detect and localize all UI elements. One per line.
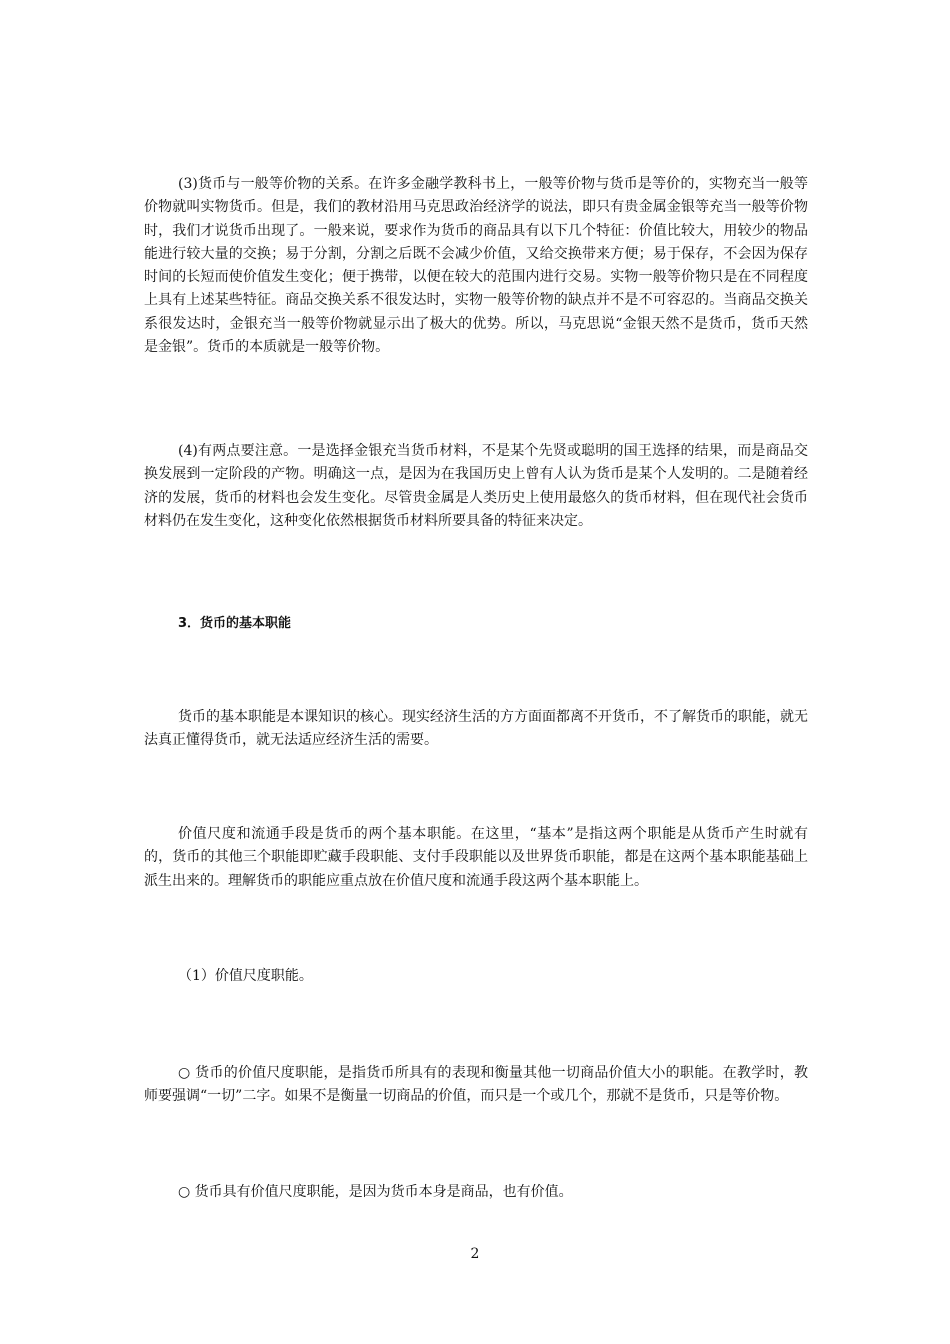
paragraph-value-measure-definition: ○ 货币的价值尺度职能，是指货币所具有的表现和衡量其他一切商品价值大小的职能。在教学时，教师要强调“一切”二字。如果不是衡量一切商品的价值，而只是一个或几个，那就不是货币，只是等价物。 (144, 1065, 808, 1105)
paragraph-value-measure-heading: （1）价值尺度职能。 (178, 968, 313, 984)
paragraph-value-measure-reason: ○ 货币具有价值尺度职能，是因为货币本身是商品，也有价值。 (178, 1184, 573, 1200)
paragraph-basic-functions-core: 货币的基本职能是本课知识的核心。现实经济生活的方方面面都离不开货币，不了解货币的职能，就无法真正懂得货币，就无法适应经济生活的需要。 (144, 709, 808, 749)
paragraph-two-points: (4)有两点要注意。一是选择金银充当货币材料，不是某个先贤或聪明的国王选择的结果，而是商品交换发展到一定阶段的产物。明确这一点，是因为在我国历史上曾有人认为货币是某个人发明的。二是随着经济的发展，货币的材料也会发生变化。尽管贵金属是人类历史上使用最悠久的货币材料，但在现代社会货币材料仍在发生变化，这种变化依然根据货币材料所要具备的特征来决定。 (144, 443, 808, 529)
page-number: 2 (470, 1246, 480, 1262)
section-heading: 3．货币的基本职能 (178, 616, 292, 631)
paragraph-currency-equivalent-relation: (3)货币与一般等价物的关系。在许多金融学教科书上，一般等价物与货币是等价的，实物充当一般等价物就叫实物货币。但是，我们的教材沿用马克思政治经济学的说法，即只有贵金属金银等充当一般等价物时，我们才说货币出现了。一般来说，要求作为货币的商品具有以下几个特征：价值比较大，用较少的物品能进行较大量的交换；易于分割，分割之后既不会减少价值，又给交换带来方便；易于保存，不会因为保存时间的长短而使价值发生变化；便于携带，以便在较大的范围内进行交易。实物一般等价物只是在不同程度上具有上述某些特征。商品交换关系不很发达时，实物一般等价物的缺点并不是不可容忍的。当商品交换关系很发达时，金银充当一般等价物就显示出了极大的优势。所以，马克思说“金银天然不是货币，货币天然是金银”。货币的本质就是一般等价物。 (144, 176, 808, 356)
paragraph-two-basic-functions: 价值尺度和流通手段是货币的两个基本职能。在这里，“基本”是指这两个职能是从货币产生时就有的，货币的其他三个职能即贮藏手段职能、支付手段职能以及世界货币职能，都是在这两个基本职能基础上派生出来的。理解货币的职能应重点放在价值尺度和流通手段这两个基本职能上。 (144, 826, 808, 889)
